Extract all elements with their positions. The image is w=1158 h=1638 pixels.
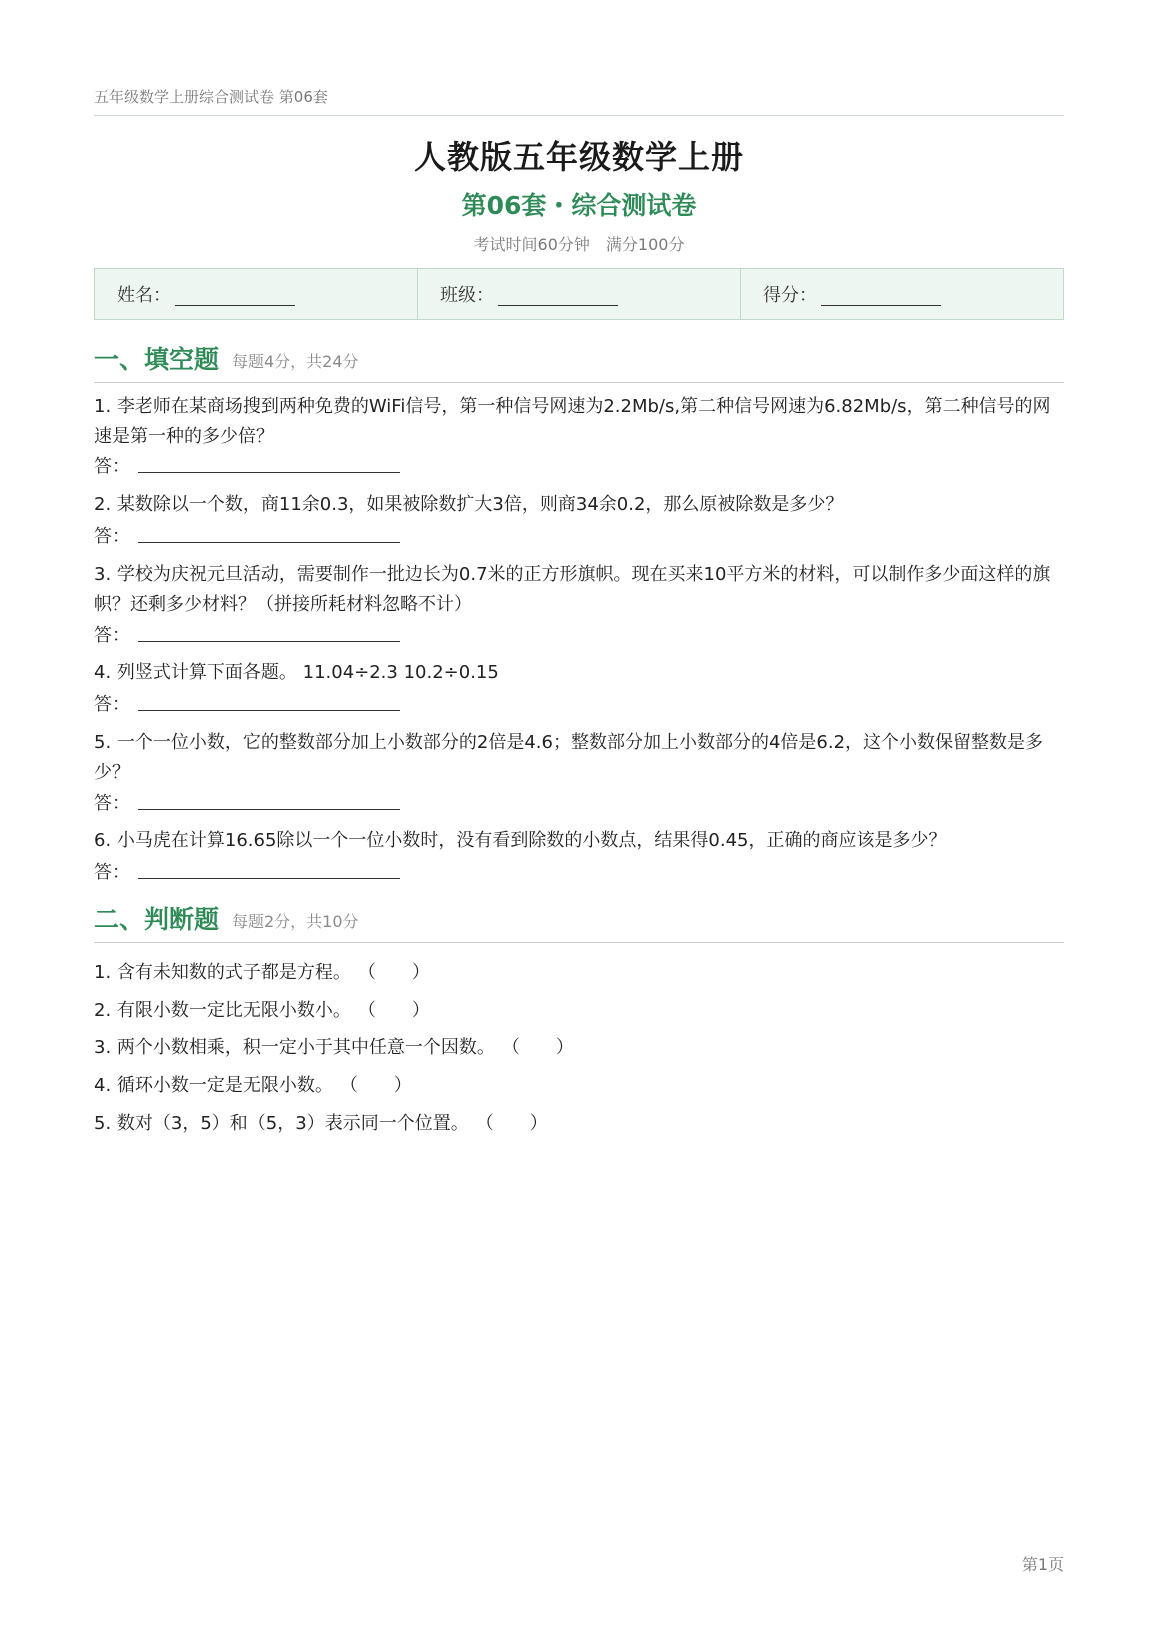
name-label: 姓名： [117, 285, 171, 306]
class-label: 班级： [440, 285, 494, 306]
class-field [417, 269, 740, 319]
score-field [740, 269, 1063, 319]
running-header: 五年级数学上册综合测试卷 第06套 [94, 88, 328, 106]
page-number: 第1页 [1021, 1555, 1064, 1574]
judge-item [94, 1033, 574, 1063]
class-blank[interactable] [498, 283, 618, 306]
section-divider [94, 942, 1064, 943]
answer-blank[interactable] [138, 522, 400, 543]
judge-statement: 4. 循环小数一定是无限小数。 [94, 1075, 333, 1096]
section-title: 二、判断题 [94, 905, 220, 934]
answer-blank[interactable] [138, 452, 400, 473]
exam-meta [94, 232, 1064, 255]
answer-blank[interactable] [138, 789, 400, 810]
section-title: 一、填空题 [94, 345, 220, 374]
section-divider [94, 382, 1064, 383]
section-fill-in-header [94, 340, 1064, 384]
judge-statement: 3. 两个小数相乘，积一定小于其中任意一个因数。 [94, 1037, 495, 1058]
exam-time: 考试时间60分钟 [473, 235, 590, 254]
student-info-box [94, 268, 1064, 320]
judge-item [94, 996, 430, 1026]
question-item: 2. 某数除以一个数，商11余0.3，如果被除数扩大3倍，则商34余0.2，那么原被除数是多少？ [94, 494, 844, 515]
question-item: 4. 列竖式计算下面各题。 11.04÷2.3 10.2÷0.15 [94, 662, 499, 683]
score-blank[interactable] [821, 283, 941, 306]
section-note: 每题4分，共24分 [232, 352, 359, 371]
answer-label: 答： [94, 625, 130, 646]
answer-row [94, 690, 400, 720]
answer-parentheses[interactable]: （ ） [510, 1037, 574, 1058]
page-subtitle: 第06套・综合测试卷 [461, 191, 697, 220]
answer-parentheses[interactable]: （ ） [366, 1000, 430, 1021]
answer-blank[interactable] [138, 690, 400, 711]
answer-parentheses[interactable]: （ ） [484, 1113, 548, 1134]
question-item: 3. 学校为庆祝元旦活动，需要制作一批边长为0.7米的正方形旗帜。现在买来10平方米的材料，可以制作多少面这样的旗帜？还剩多少材料？（拼接所耗材料忽略不计） [94, 564, 1051, 615]
judge-item [94, 1071, 412, 1101]
answer-row [94, 452, 400, 482]
judge-statement: 1. 含有未知数的式子都是方程。 [94, 962, 351, 983]
answer-label: 答： [94, 694, 130, 715]
name-field [95, 269, 417, 319]
judge-statement: 2. 有限小数一定比无限小数小。 [94, 1000, 351, 1021]
judge-statement: 5. 数对（3，5）和（5，3）表示同一个位置。 [94, 1113, 469, 1134]
section-true-false-header [94, 900, 1064, 944]
score-label: 得分： [763, 285, 817, 306]
judge-item [94, 958, 430, 988]
answer-blank[interactable] [138, 621, 400, 642]
exam-full-score: 满分100分 [605, 235, 685, 254]
answer-label: 答： [94, 456, 130, 477]
answer-blank[interactable] [138, 858, 400, 879]
answer-row [94, 522, 400, 552]
header-divider [94, 115, 1064, 116]
exam-page [94, 0, 1064, 1638]
answer-label: 答： [94, 793, 130, 814]
answer-parentheses[interactable]: （ ） [366, 962, 430, 983]
judge-item [94, 1109, 548, 1139]
answer-parentheses[interactable]: （ ） [348, 1075, 412, 1096]
question-item: 5. 一个一位小数，它的整数部分加上小数部分的2倍是4.6；整数部分加上小数部分的4倍是6.2，这个小数保留整数是多少？ [94, 732, 1044, 783]
answer-row [94, 621, 400, 651]
answer-row [94, 789, 400, 819]
section-note: 每题2分，共10分 [232, 912, 359, 931]
answer-label: 答： [94, 526, 130, 547]
answer-row [94, 858, 400, 888]
question-item: 1. 李老师在某商场搜到两种免费的WiFi信号，第一种信号网速为2.2Mb/s,第二种信号网速为6.82Mb/s，第二种信号的网速是第一种的多少倍？ [94, 396, 1051, 447]
name-blank[interactable] [175, 283, 295, 306]
page-title: 人教版五年级数学上册 [413, 138, 744, 176]
question-item: 6. 小马虎在计算16.65除以一个一位小数时，没有看到除数的小数点，结果得0.45，正确的商应该是多少？ [94, 830, 947, 851]
answer-label: 答： [94, 862, 130, 883]
